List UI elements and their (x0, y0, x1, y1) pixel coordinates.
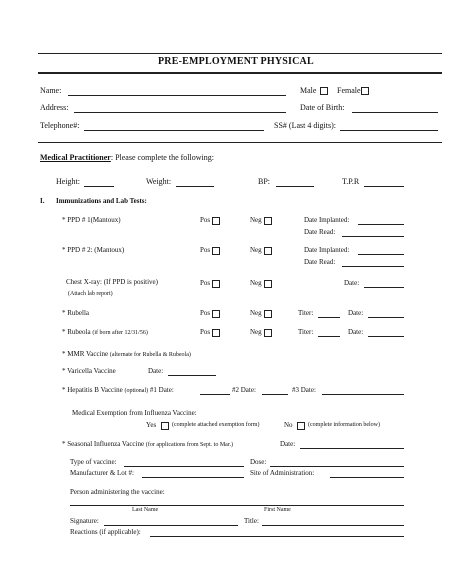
practitioner-heading (40, 153, 214, 162)
chest-pos-label: Pos (200, 279, 211, 287)
ppd2-label: * PPD # 2: (Mantoux) (62, 246, 125, 254)
rubella-label: * Rubella (62, 309, 90, 317)
ss-label: SS# (Last 4 digits): (274, 121, 337, 130)
bp-label: BP: (258, 177, 271, 186)
address-field[interactable] (74, 112, 286, 113)
ppd1-read-field[interactable] (342, 236, 404, 237)
male-label: Male (300, 86, 317, 95)
reactions-label: Reactions (if applicable): (70, 528, 141, 536)
section-title: Immunizations and Lab Tests: (56, 197, 147, 205)
rubella-neg-checkbox[interactable] (264, 310, 272, 318)
seasonal-note: (for applications from Sept. to Mar.) (145, 442, 233, 448)
dose-field[interactable] (270, 466, 404, 467)
chest-date-field[interactable] (364, 287, 404, 288)
flu-yes-label: Yes (146, 421, 157, 429)
chest-neg-checkbox[interactable] (264, 280, 272, 288)
rubeola-heading (62, 328, 148, 336)
ppd2-read-label: Date Read: (304, 258, 336, 266)
ppd1-pos-label: Pos (200, 216, 211, 224)
hepb-label: * Hepatitis B Vaccine (62, 386, 123, 394)
hepb-note: (optional) (124, 388, 149, 394)
ppd2-pos-label: Pos (200, 246, 211, 254)
male-checkbox[interactable] (320, 87, 328, 95)
section-number: I. (40, 197, 45, 205)
form-title: PRE-EMPLOYMENT PHYSICAL (158, 56, 314, 67)
flu-exemption-label: Medical Exemption from Influenza Vaccine: (72, 409, 197, 417)
hepb-3-field[interactable] (322, 394, 404, 395)
flu-no-note: (complete information below) (308, 422, 380, 428)
rubella-titer-field[interactable] (318, 317, 340, 318)
rubeola-note: (if born after 12/31/56) (92, 330, 148, 336)
flu-no-label: No (284, 421, 293, 429)
tpr-label: T.P.R (342, 177, 360, 186)
rubeola-neg-checkbox[interactable] (264, 329, 272, 337)
rubeola-pos-checkbox[interactable] (212, 329, 220, 337)
dose-label: Dose: (250, 458, 267, 466)
ppd2-implanted-field[interactable] (358, 254, 404, 255)
ppd2-neg-label: Neg (250, 246, 262, 254)
chest-neg-label: Neg (250, 279, 262, 287)
varicella-label: * Varicella Vaccine (62, 367, 116, 375)
rubella-pos-label: Pos (200, 309, 211, 317)
practitioner-label: Medical Practitioner (40, 153, 111, 162)
address-label: Address: (40, 103, 69, 112)
person-field[interactable] (70, 505, 404, 506)
hepb-1-label: #1 Date: (149, 386, 174, 394)
signature-label: Signature: (70, 517, 99, 525)
rubeola-titer-field[interactable] (318, 336, 340, 337)
site-label: Site of Administration: (250, 469, 315, 477)
bp-field[interactable] (276, 186, 314, 187)
hepb-2-field[interactable] (262, 394, 288, 395)
ppd2-read-field[interactable] (342, 266, 404, 267)
header-rule (38, 142, 442, 143)
ppd1-read-label: Date Read: (304, 228, 336, 236)
rubella-date-label: Date: (348, 309, 364, 317)
ppd1-implanted-label: Date Implanted: (304, 216, 350, 224)
type-label: Type of vaccine: (70, 458, 117, 466)
hepb-heading (62, 386, 174, 394)
varicella-date-label: Date: (148, 367, 164, 375)
ppd1-label: * PPD # 1(Mantoux) (62, 216, 121, 224)
hepb-1-field[interactable] (200, 394, 230, 395)
height-label: Height: (56, 177, 80, 186)
last-name-caption: Last Name (132, 507, 159, 513)
weight-label: Weight: (146, 177, 172, 186)
female-checkbox[interactable] (361, 87, 369, 95)
rubella-date-field[interactable] (368, 317, 404, 318)
flu-yes-checkbox[interactable] (161, 422, 169, 430)
chest-sub-label: (Attach lab report) (68, 291, 113, 297)
seasonal-heading (62, 440, 233, 448)
manufacturer-field[interactable] (142, 477, 244, 478)
telephone-field[interactable] (84, 130, 264, 131)
chest-label: Chest X-ray: (If PPD is positive) (66, 278, 158, 286)
title-rule (38, 72, 442, 74)
person-label: Person administering the vaccine: (70, 488, 165, 496)
ss-field[interactable] (340, 130, 438, 131)
signature-field[interactable] (104, 525, 238, 526)
practitioner-instruction: : Please complete the following: (110, 153, 214, 162)
female-label: Female (337, 86, 361, 95)
title-field[interactable] (262, 525, 404, 526)
telephone-label: Telephone#: (40, 121, 80, 130)
manufacturer-label: Manufacturer & Lot #: (70, 469, 134, 477)
name-field[interactable] (68, 95, 286, 96)
seasonal-date-field[interactable] (300, 448, 404, 449)
flu-yes-note: (complete attached exemption form) (172, 422, 260, 428)
ppd1-neg-label: Neg (250, 216, 262, 224)
rubeola-titer-label: Titer: (298, 328, 314, 336)
height-field[interactable] (84, 186, 114, 187)
rubeola-neg-label: Neg (250, 328, 262, 336)
dob-field[interactable] (352, 112, 438, 113)
rubeola-date-label: Date: (348, 328, 364, 336)
first-name-caption: First Name (264, 507, 291, 513)
ppd2-neg-checkbox[interactable] (264, 247, 272, 255)
rubeola-pos-label: Pos (200, 328, 211, 336)
rubeola-date-field[interactable] (368, 336, 404, 337)
varicella-date-field[interactable] (168, 375, 216, 376)
name-label: Name: (40, 86, 62, 95)
chest-date-label: Date: (344, 279, 360, 287)
ppd1-implanted-field[interactable] (358, 224, 404, 225)
type-field[interactable] (124, 466, 244, 467)
mmr-label: * MMR Vaccine (62, 350, 109, 358)
ppd1-neg-checkbox[interactable] (264, 217, 272, 225)
mmr-heading (62, 350, 191, 358)
reactions-field[interactable] (150, 536, 404, 537)
hepb-3-label: #3 Date: (292, 386, 316, 394)
tpr-field[interactable] (364, 186, 404, 187)
rubella-titer-label: Titer: (298, 309, 314, 317)
weight-field[interactable] (176, 186, 214, 187)
mmr-note: (alternate for Rubella & Rubeola) (109, 352, 191, 358)
ppd2-pos-checkbox[interactable] (212, 247, 220, 255)
hepb-2-label: #2 Date: (232, 386, 256, 394)
chest-pos-checkbox[interactable] (212, 280, 220, 288)
ppd2-implanted-label: Date Implanted: (304, 246, 350, 254)
flu-no-checkbox[interactable] (297, 422, 305, 430)
top-rule (38, 53, 442, 54)
seasonal-label: * Seasonal Influenza Vaccine (62, 440, 145, 448)
dob-label: Date of Birth: (300, 103, 345, 112)
seasonal-date-label: Date: (280, 440, 296, 448)
rubella-pos-checkbox[interactable] (212, 310, 220, 318)
rubella-neg-label: Neg (250, 309, 262, 317)
rubeola-label: * Rubeola (62, 328, 91, 336)
site-field[interactable] (330, 477, 404, 478)
title-label: Title: (244, 517, 259, 525)
ppd1-pos-checkbox[interactable] (212, 217, 220, 225)
